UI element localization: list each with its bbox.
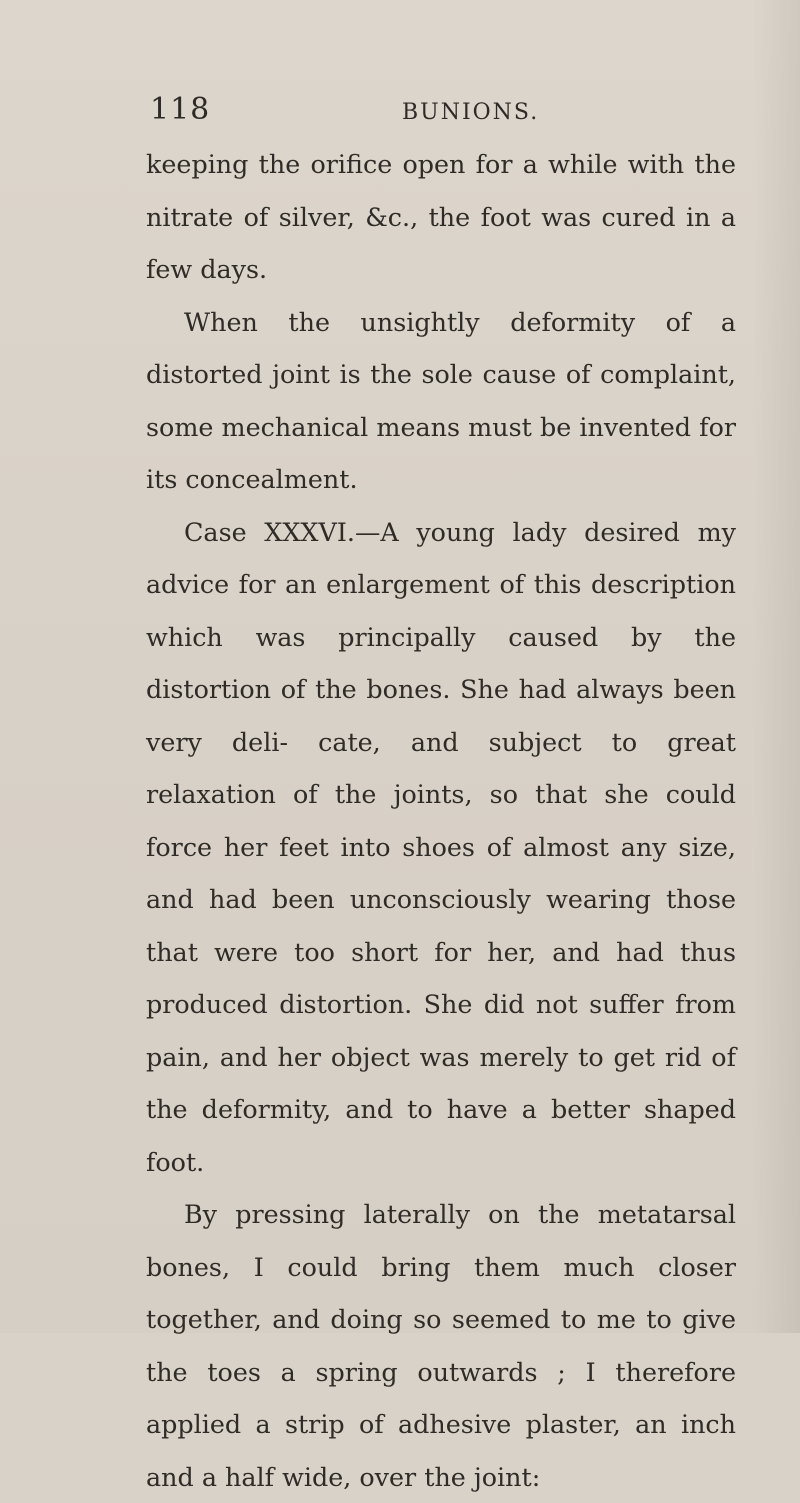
running-head (150, 92, 750, 132)
paragraph-case-xxxvi: Case XXXVI.—A young lady desired my advice for an enlargement of this description which was principally caused by the distortion of the bones. She had always been very deli- cate, and subject to great relaxation of the joints, so that she could force her feet into shoes of almost any size, and had been unconsciously wearing those that were too short for her, and had thus produced distortion. She did not suffer from pain, and her object was merely to get rid of the deformity, and to have a better shaped foot. (146, 516, 736, 1177)
paragraph-treatment: By pressing laterally on the metatarsal bones, I could bring them much closer together, and doing so seemed to me to give the toes a spring outwards ; I therefore applied a strip of adhesive plaster, an inch and a half wide, over the joint: (146, 1199, 736, 1492)
page-number: 118 (150, 92, 211, 127)
body-text (146, 138, 736, 1503)
paragraph-concealment: When the unsightly deformity of a distorted joint is the sole cause of complaint, some mechanical means must be invented for its concealment. (146, 306, 736, 494)
running-title: BUNIONS. (402, 100, 540, 125)
paragraph-continuation: keeping the orifice open for a while with the nitrate of silver, &c., the foot was cured in a few days. (146, 149, 736, 284)
